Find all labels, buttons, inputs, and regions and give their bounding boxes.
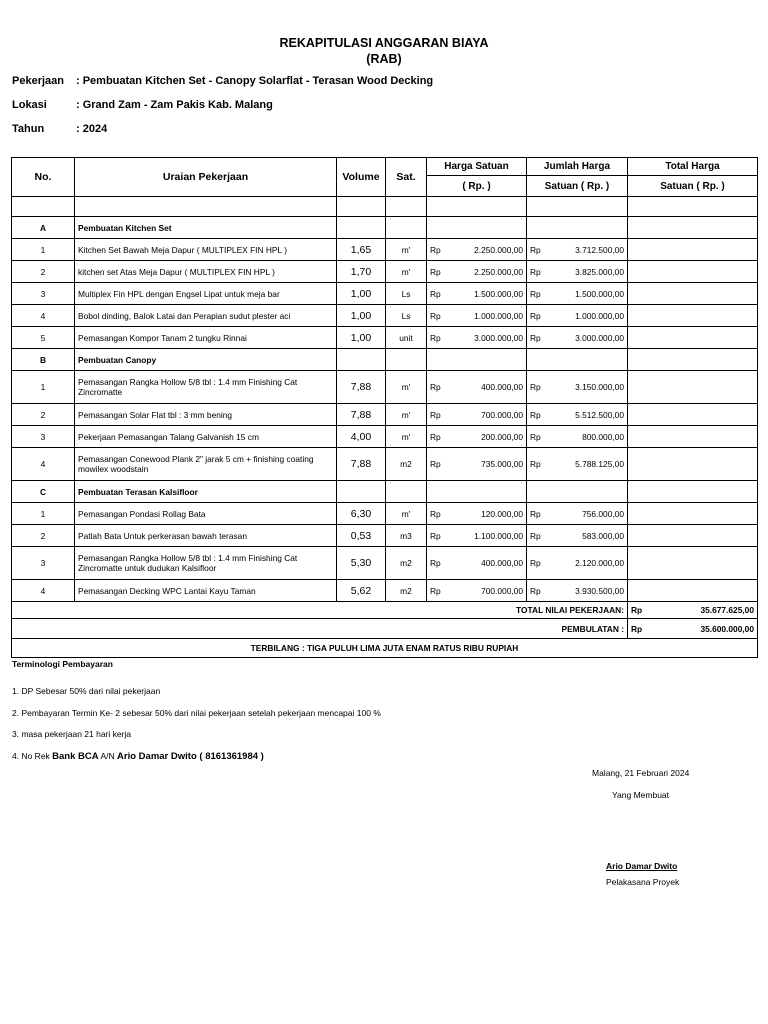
section-code: A: [12, 217, 75, 239]
table-row: [12, 283, 758, 305]
row-desc: Pemasangan Pondasi Rollag Bata: [75, 503, 337, 525]
signature-role: Pelakasana Proyek: [606, 877, 680, 887]
row-volume: 4,00: [337, 426, 386, 448]
currency-label: Rp: [430, 585, 441, 596]
row-jumlah-cell: [527, 404, 628, 426]
row-unit: Ls: [386, 305, 427, 327]
table-row: [12, 371, 758, 404]
row-no: 4: [12, 305, 75, 327]
row-unit: m2: [386, 448, 427, 481]
row-total-empty: [628, 448, 758, 481]
row-harga-cell: [427, 503, 527, 525]
row-desc: Multiplex Fin HPL dengan Engsel Lipat untuk meja bar: [75, 283, 337, 305]
row-no: 4: [12, 580, 75, 602]
row-desc: Patlah Bata Untuk perkerasan bawah terasan: [75, 525, 337, 547]
row-volume: 0,53: [337, 525, 386, 547]
row-jumlah: 2.120.000,00: [575, 558, 624, 568]
field-label: Tahun: [12, 123, 45, 135]
field-pekerjaan: [12, 75, 433, 87]
row-harga-cell: [427, 305, 527, 327]
row-desc: Pemasangan Kompor Tanam 2 tungku Rinnai: [75, 327, 337, 349]
currency-label: Rp: [631, 605, 643, 615]
row-jumlah: 756.000,00: [582, 508, 624, 519]
row-harga-cell: [427, 426, 527, 448]
section-title: Pembuatan Kitchen Set: [75, 217, 337, 239]
row-harga: 1.000.000,00: [474, 310, 523, 321]
table-row: [12, 525, 758, 547]
total-label: TOTAL NILAI PEKERJAAN:: [12, 602, 628, 619]
row-no: 2: [12, 525, 75, 547]
rab-table: [11, 157, 758, 658]
payment-item: 3. masa pekerjaan 21 hari kerja: [12, 729, 132, 739]
row-no: 2: [12, 261, 75, 283]
row-desc: kitchen set Atas Meja Dapur ( MULTIPLEX FIN HPL ): [75, 261, 337, 283]
row-no: 4: [12, 448, 75, 481]
row-no: 5: [12, 327, 75, 349]
row-total-empty: [628, 404, 758, 426]
total-cell: [628, 602, 758, 619]
row-unit: m2: [386, 580, 427, 602]
table-row: [12, 327, 758, 349]
row-volume: 7,88: [337, 448, 386, 481]
currency-label: Rp: [530, 288, 541, 299]
row-harga: 200.000,00: [481, 431, 523, 442]
table-row: [12, 261, 758, 283]
field-value: : Grand Zam - Zam Pakis Kab. Malang: [76, 99, 273, 111]
currency-label: Rp: [430, 459, 441, 469]
currency-label: Rp: [430, 310, 441, 321]
row-jumlah: 3.712.500,00: [575, 244, 624, 255]
empty-cell: [427, 349, 527, 371]
row-unit: m': [386, 503, 427, 525]
empty-cell: [386, 481, 427, 503]
row-no: 2: [12, 404, 75, 426]
col-header-jumlah-harga: Jumlah Harga: [527, 158, 628, 176]
table-row: [12, 305, 758, 327]
rounding-value: 35.600.000,00: [700, 623, 754, 634]
row-unit: m': [386, 404, 427, 426]
row-jumlah: 3.150.000,00: [575, 382, 624, 392]
col-header-total-unit: Satuan ( Rp. ): [628, 176, 758, 197]
row-volume: 6,30: [337, 503, 386, 525]
row-jumlah-cell: [527, 327, 628, 349]
row-total-empty: [628, 503, 758, 525]
empty-cell: [527, 349, 628, 371]
payment-item: 1. DP Sebesar 50% dari nilai pekerjaan: [12, 686, 161, 696]
row-desc: Pemasangan Solar Flat tbl : 3 mm bening: [75, 404, 337, 426]
table-row: [12, 426, 758, 448]
row-harga: 2.250.000,00: [474, 244, 523, 255]
bank-holder: Ario Damar Dwito ( 8161361984 ): [117, 751, 264, 762]
section-code: C: [12, 481, 75, 503]
row-no: 3: [12, 426, 75, 448]
row-harga: 1.100.000,00: [474, 530, 523, 541]
row-harga-cell: [427, 547, 527, 580]
row-jumlah-cell: [527, 261, 628, 283]
field-label: Lokasi: [12, 99, 47, 111]
table-row: [12, 448, 758, 481]
empty-cell: [337, 217, 386, 239]
row-jumlah-cell: [527, 580, 628, 602]
row-no: 3: [12, 547, 75, 580]
row-unit: m3: [386, 525, 427, 547]
row-volume: 1,00: [337, 283, 386, 305]
row-desc: Pemasangan Conewood Plank 2" jarak 5 cm + finishing coating mowilex woodstain: [75, 448, 337, 481]
empty-cell: [427, 481, 527, 503]
col-header-harga-satuan: Harga Satuan: [427, 158, 527, 176]
currency-label: Rp: [530, 382, 541, 392]
empty-cell: [337, 481, 386, 503]
row-no: 3: [12, 283, 75, 305]
row-no: 1: [12, 503, 75, 525]
terbilang-text: TERBILANG : TIGA PULUH LIMA JUTA ENAM RATUS RIBU RUPIAH: [12, 639, 758, 658]
row-harga-cell: [427, 525, 527, 547]
row-total-empty: [628, 426, 758, 448]
row-unit: unit: [386, 327, 427, 349]
row-desc: Pekerjaan Pemasangan Talang Galvanish 15 cm: [75, 426, 337, 448]
row-total-empty: [628, 327, 758, 349]
currency-label: Rp: [430, 382, 441, 392]
col-header-jumlah-unit: Satuan ( Rp. ): [527, 176, 628, 197]
row-total-empty: [628, 261, 758, 283]
currency-label: Rp: [530, 332, 541, 343]
payment-bank: [12, 751, 264, 762]
table-row: [12, 580, 758, 602]
row-harga-cell: [427, 239, 527, 261]
section-title: Pembuatan Terasan Kalsifloor: [75, 481, 337, 503]
section-row: [12, 349, 758, 371]
field-value: : 2024: [76, 123, 108, 135]
row-jumlah-cell: [527, 503, 628, 525]
terbilang-row: [12, 639, 758, 658]
currency-label: Rp: [530, 508, 541, 519]
col-header-uraian: Uraian Pekerjaan: [75, 158, 337, 197]
empty-cell: [628, 217, 758, 239]
col-header-harga-unit: ( Rp. ): [427, 176, 527, 197]
row-jumlah-cell: [527, 283, 628, 305]
row-harga-cell: [427, 404, 527, 426]
row-harga: 400.000,00: [481, 558, 523, 568]
row-jumlah-cell: [527, 547, 628, 580]
row-total-empty: [628, 525, 758, 547]
rounding-label: PEMBULATAN :: [12, 619, 628, 639]
col-header-volume: Volume: [337, 158, 386, 197]
row-total-empty: [628, 371, 758, 404]
col-header-total-harga: Total Harga: [628, 158, 758, 176]
currency-label: Rp: [530, 585, 541, 596]
row-harga-cell: [427, 327, 527, 349]
signature-place-date: Malang, 21 Februari 2024: [592, 768, 690, 778]
currency-label: Rp: [530, 431, 541, 442]
row-jumlah-cell: [527, 525, 628, 547]
row-no: 1: [12, 371, 75, 404]
row-total-empty: [628, 305, 758, 327]
signature-name: Ario Damar Dwito: [606, 861, 678, 871]
row-volume: 5,30: [337, 547, 386, 580]
currency-label: Rp: [430, 558, 441, 568]
currency-label: Rp: [530, 459, 541, 469]
currency-label: Rp: [430, 288, 441, 299]
row-jumlah: 1.000.000,00: [575, 310, 624, 321]
currency-label: Rp: [530, 244, 541, 255]
row-desc: Bobol dinding, Balok Latai dan Perapian sudut plester aci: [75, 305, 337, 327]
row-harga-cell: [427, 580, 527, 602]
row-volume: 1,65: [337, 239, 386, 261]
row-desc: Pemasangan Rangka Hollow 5/8 tbl : 1.4 mm Finishing Cat Zincromatte untuk dudukan Kalsifloor: [75, 547, 337, 580]
empty-cell: [427, 217, 527, 239]
row-unit: m': [386, 239, 427, 261]
currency-label: Rp: [430, 266, 441, 277]
row-total-empty: [628, 283, 758, 305]
row-no: 1: [12, 239, 75, 261]
table-row: [12, 503, 758, 525]
bank-name: Bank BCA: [52, 751, 99, 762]
table-rows: [12, 217, 758, 602]
table-body: [12, 197, 758, 217]
row-unit: Ls: [386, 283, 427, 305]
section-row: [12, 481, 758, 503]
section-row: [12, 217, 758, 239]
row-jumlah: 3.825.000,00: [575, 266, 624, 277]
row-jumlah: 800.000,00: [582, 431, 624, 442]
currency-label: Rp: [430, 530, 441, 541]
rounding-row: [12, 619, 758, 639]
field-lokasi: [12, 99, 273, 111]
row-harga: 3.000.000,00: [474, 332, 523, 343]
document-subtitle: (RAB): [366, 52, 402, 66]
table-row: [12, 547, 758, 580]
row-volume: 5,62: [337, 580, 386, 602]
row-harga: 700.000,00: [481, 585, 523, 596]
row-harga-cell: [427, 448, 527, 481]
currency-label: Rp: [631, 623, 643, 634]
row-total-empty: [628, 239, 758, 261]
row-jumlah-cell: [527, 426, 628, 448]
row-desc: Kitchen Set Bawah Meja Dapur ( MULTIPLEX FIN HPL ): [75, 239, 337, 261]
row-volume: 7,88: [337, 404, 386, 426]
row-unit: m': [386, 261, 427, 283]
payment-title: Terminologi Pembayaran: [12, 659, 113, 669]
row-jumlah: 5.512.500,00: [575, 409, 624, 420]
empty-cell: [386, 217, 427, 239]
field-value: : Pembuatan Kitchen Set - Canopy Solarflat - Terasan Wood Decking: [76, 75, 434, 87]
row-harga: 400.000,00: [481, 382, 523, 392]
row-harga-cell: [427, 283, 527, 305]
row-jumlah-cell: [527, 448, 628, 481]
currency-label: Rp: [430, 431, 441, 442]
row-unit: m': [386, 426, 427, 448]
row-total-empty: [628, 580, 758, 602]
currency-label: Rp: [530, 266, 541, 277]
currency-label: Rp: [530, 310, 541, 321]
table-row: [12, 404, 758, 426]
total-row: [12, 602, 758, 619]
row-desc: Pemasangan Rangka Hollow 5/8 tbl : 1.4 mm Finishing Cat Zincromatte: [75, 371, 337, 404]
field-tahun: [12, 123, 107, 135]
row-total-empty: [628, 547, 758, 580]
row-desc: Pemasangan Decking WPC Lantai Kayu Taman: [75, 580, 337, 602]
table-row: [12, 239, 758, 261]
row-jumlah: 1.500.000,00: [575, 288, 624, 299]
signature-made-by: Yang Membuat: [612, 790, 670, 800]
row-volume: 7,88: [337, 371, 386, 404]
row-jumlah-cell: [527, 305, 628, 327]
rounding-cell: [628, 619, 758, 639]
row-harga: 2.250.000,00: [474, 266, 523, 277]
currency-label: Rp: [430, 409, 441, 420]
empty-cell: [628, 349, 758, 371]
row-jumlah: 583.000,00: [582, 530, 624, 541]
row-jumlah: 3.000.000,00: [575, 332, 624, 343]
row-unit: m': [386, 371, 427, 404]
col-header-sat: Sat.: [386, 158, 427, 197]
currency-label: Rp: [530, 409, 541, 420]
row-harga-cell: [427, 261, 527, 283]
currency-label: Rp: [430, 332, 441, 343]
row-volume: 1,70: [337, 261, 386, 283]
empty-cell: [527, 481, 628, 503]
currency-label: Rp: [430, 508, 441, 519]
row-jumlah-cell: [527, 239, 628, 261]
row-volume: 1,00: [337, 305, 386, 327]
bank-an: A/N: [98, 751, 118, 761]
row-harga: 1.500.000,00: [474, 288, 523, 299]
currency-label: Rp: [530, 530, 541, 541]
payment-item: 2. Pembayaran Termin Ke- 2 sebesar 50% dari nilai pekerjaan setelah pekerjaan mencapai 100 %: [12, 708, 381, 718]
row-harga: 120.000,00: [481, 508, 523, 519]
total-value: 35.677.625,00: [700, 605, 754, 615]
document-title: REKAPITULASI ANGGARAN BIAYA: [279, 36, 489, 50]
empty-cell: [527, 217, 628, 239]
row-harga: 700.000,00: [481, 409, 523, 420]
row-volume: 1,00: [337, 327, 386, 349]
currency-label: Rp: [530, 558, 541, 568]
field-label: Pekerjaan: [12, 75, 64, 87]
empty-cell: [386, 349, 427, 371]
bank-prefix: 4. No Rek: [12, 751, 53, 761]
empty-cell: [628, 481, 758, 503]
row-jumlah: 3.930.500,00: [575, 585, 624, 596]
currency-label: Rp: [430, 244, 441, 255]
row-harga: 735.000,00: [481, 459, 523, 469]
row-unit: m2: [386, 547, 427, 580]
row-jumlah: 5.788.125,00: [575, 459, 624, 469]
section-title: Pembuatan Canopy: [75, 349, 337, 371]
section-code: B: [12, 349, 75, 371]
row-harga-cell: [427, 371, 527, 404]
col-header-no: No.: [12, 158, 75, 197]
row-jumlah-cell: [527, 371, 628, 404]
empty-cell: [337, 349, 386, 371]
